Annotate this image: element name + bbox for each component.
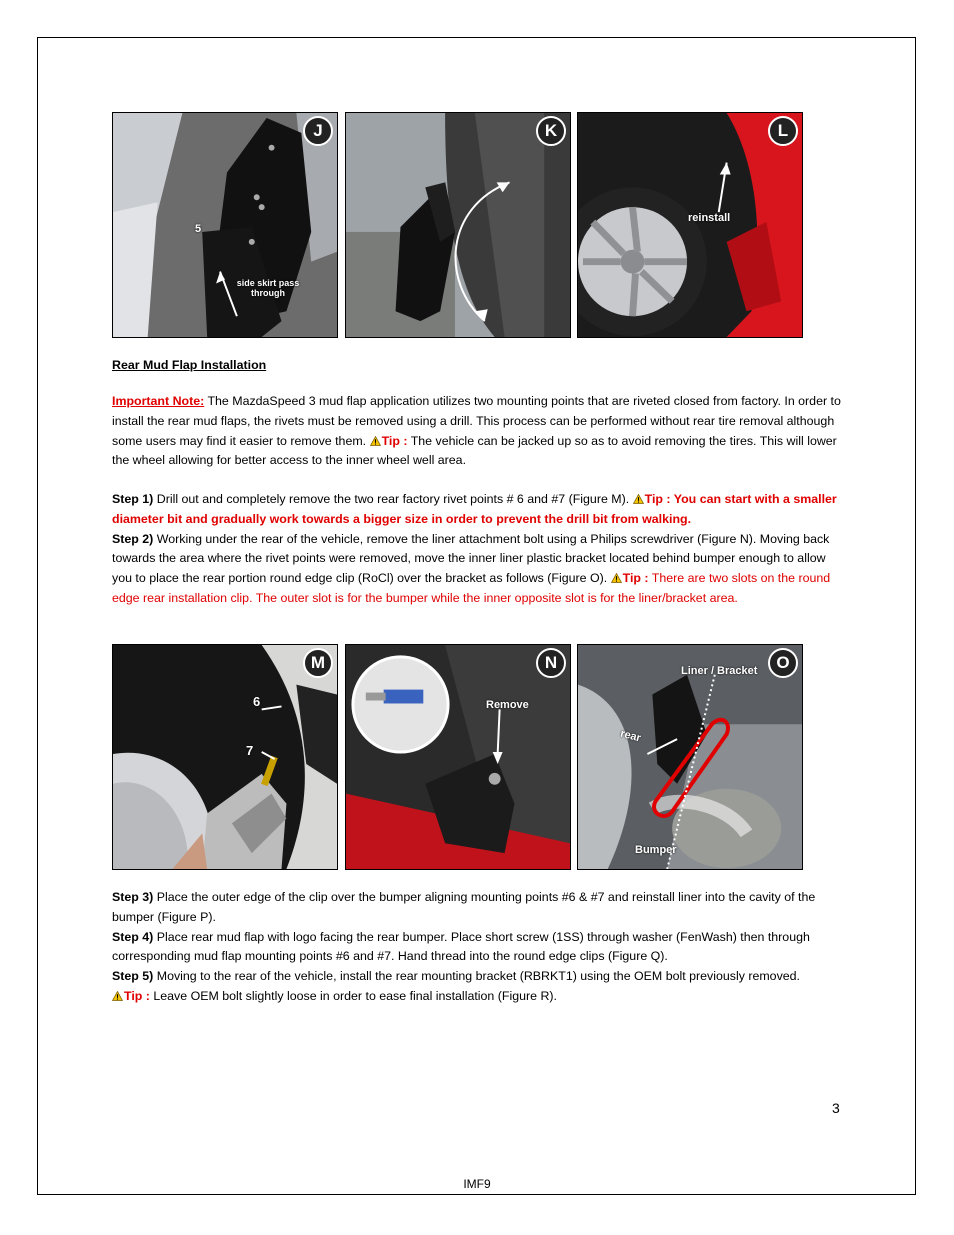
important-note-label: Important Note:	[112, 394, 205, 408]
figure-n-remove-label: Remove	[486, 699, 529, 711]
section-heading	[112, 356, 842, 376]
step-2	[112, 530, 842, 609]
figure-o-photo	[577, 644, 803, 870]
steps-three-to-five	[112, 888, 842, 1007]
page-number: 3	[832, 1100, 840, 1116]
figure-j-number-label: 5	[195, 223, 202, 235]
figure-m-point-7-label: 7	[246, 743, 254, 758]
figure-o-rear-label: rear	[618, 727, 643, 745]
figure-m-photo	[112, 644, 338, 870]
important-note-text: The MazdaSpeed 3 mud flap application utilizes two mounting points that are riveted closed from factory. In order to install the rear mud flaps, the rivets must be removed using a drill. This process can be performed without rear tire removal although some users may find it easier to remove them.	[112, 394, 841, 448]
warning-icon	[112, 991, 123, 1001]
step-3-text: Place the outer edge of the clip over the bumper aligning mounting points #6 & #7 and reinstall liner into the cavity of the bumper (Figure P).	[112, 890, 816, 924]
step-4	[112, 928, 842, 968]
figure-m-letter: M	[303, 648, 333, 678]
figure-m-point-6-label: 6	[253, 694, 261, 709]
step-1-tip: Tip : You can start with a smaller diameter bit and gradually work towards a bigger size in order to prevent the drill bit from walking.	[112, 492, 837, 526]
step-5-text: Moving to the rear of the vehicle, install the rear mounting bracket (RBRKT1) using the OEM bolt previously removed.	[153, 969, 800, 984]
step-5	[112, 967, 842, 1007]
step-2-text: Working under the rear of the vehicle, remove the liner attachment bolt using a Philips screwdriver (Figure N). Moving back towards the area where the rivet points were removed, move the inner liner plastic bracket located behind bumper enough to allow you to place the rear portion round edge clip (RoCl) over the bracket as follows (Figure O).	[112, 531, 830, 586]
step-2-tip-text: There are two slots on the round edge rear installation clip. The outer slot is for the bumper while the inner opposite slot is for the liner/bracket area.	[112, 571, 831, 605]
important-note-paragraph	[112, 392, 842, 471]
step-3	[112, 888, 842, 928]
figure-n-photo	[345, 644, 571, 870]
figure-o-bumper-label: Bumper	[635, 844, 677, 856]
note-tip-label: Tip :	[381, 433, 408, 448]
figure-l-photo	[577, 112, 803, 338]
figure-j-photo	[112, 112, 338, 338]
step-5-tip-label: Tip :	[124, 988, 150, 1003]
step-4-label: Step 4)	[112, 929, 154, 944]
figure-l-reinstall-label: reinstall	[688, 212, 731, 224]
footer-code: IMF9	[463, 1177, 491, 1191]
figure-n-letter: N	[536, 648, 566, 678]
step-1-text: Drill out and completely remove the two rear factory rivet points # 6 and #7 (Figure M).	[153, 492, 633, 506]
rear-mud-flap-heading: Rear Mud Flap Installation	[112, 358, 267, 372]
figure-k-letter: K	[536, 116, 566, 146]
figure-j-skirt-label: side skirt pass through	[236, 278, 300, 298]
step-5-tip-text: Leave OEM bolt slightly loose in order to ease final installation (Figure R).	[149, 988, 557, 1003]
figure-o-liner-bracket-label: Liner / Bracket	[681, 665, 758, 677]
step-4-text: Place rear mud flap with logo facing the rear bumper. Place short screw (1SS) through washer (FenWash) then through corresponding mud flap mounting points #6 and #7. Hand thread into the round edge clips (Figure Q).	[112, 929, 810, 964]
step-1	[112, 490, 842, 530]
figure-o-letter: O	[768, 648, 798, 678]
figure-l-letter: L	[768, 116, 798, 146]
step-2-label: Step 2)	[112, 531, 154, 546]
steps-one-two	[112, 490, 842, 609]
note-tip-text: The vehicle can be jacked up so as to avoid removing the tires. This will lower the wheel allowing for better access to the inner wheel well area.	[112, 433, 837, 468]
figure-k-photo	[345, 112, 571, 338]
step-1-label: Step 1)	[112, 492, 154, 506]
warning-icon	[633, 494, 644, 504]
figure-j-letter: J	[303, 116, 333, 146]
step-5-label: Step 5)	[112, 969, 154, 984]
warning-icon	[370, 436, 381, 446]
step-2-tip-label: Tip :	[622, 571, 649, 586]
warning-icon	[611, 573, 622, 583]
step-3-label: Step 3)	[112, 890, 154, 904]
